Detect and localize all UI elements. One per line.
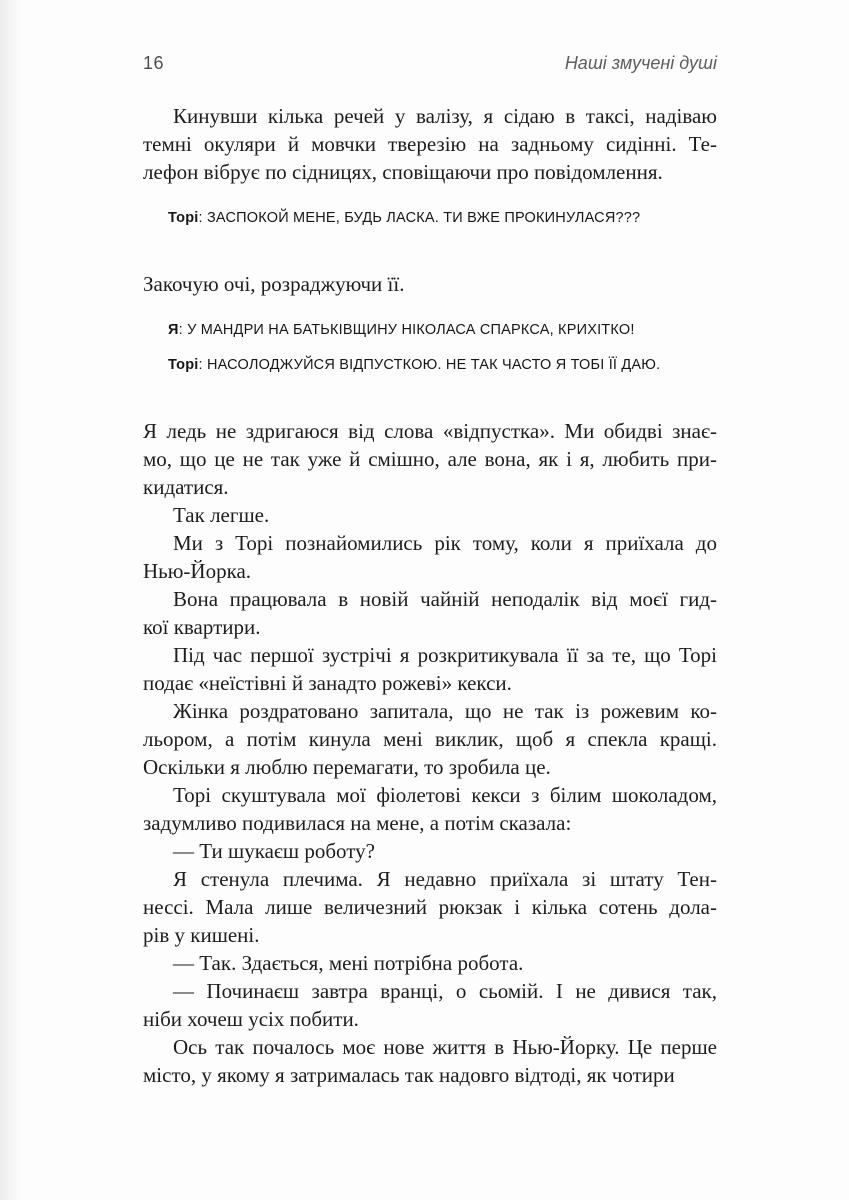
paragraph <box>143 501 717 529</box>
text-line: Оскільки я люблю перемагати, то зробила це. <box>143 755 551 779</box>
paragraph <box>143 949 717 977</box>
text-line: Я стенула плечима. Я недавно приїхала зі штату Тен- <box>173 867 717 891</box>
text-line: Закочую очі, розраджуючи її. <box>143 272 405 296</box>
text-column <box>143 52 717 1089</box>
chat-message <box>168 355 717 375</box>
text-line: — Починаєш завтра вранці, о сьомій. І не дивися так, <box>173 979 717 1003</box>
text-line: Жінка роздратовано запитала, що не так із рожевим ко- <box>173 699 717 723</box>
text-line: Вона працювала в новій чайній неподалік від моєї гид- <box>173 587 717 611</box>
chat-transcript <box>168 208 717 228</box>
paragraph <box>143 865 717 949</box>
chat-speaker: Торі <box>168 357 199 373</box>
text-line: Ось так почалось моє нове життя в Нью-Йорку. Це перше <box>173 1035 717 1059</box>
text-line: Кинувши кілька речей у валізу, я сідаю в таксі, надіваю <box>173 104 717 128</box>
paragraph <box>143 102 717 186</box>
scan-edge-shadow <box>0 0 22 1200</box>
chat-transcript <box>168 320 717 375</box>
text-line: Нью-Йорка. <box>143 559 252 583</box>
paragraph <box>143 417 717 501</box>
chat-text: : У МАНДРИ НА БАТЬКІВЩИНУ НІКОЛАСА СПАРКСА, КРИХІТКО! <box>178 322 635 338</box>
chat-text: : НАСОЛОДЖУЙСЯ ВІДПУСТКОЮ. НЕ ТАК ЧАСТО Я ТОБІ ЇЇ ДАЮ. <box>198 357 661 373</box>
text-line: задумливо подивилася на мене, а потім сказала: <box>143 811 572 835</box>
paragraph <box>143 837 717 865</box>
text-line: кидатися. <box>143 475 229 499</box>
paragraph <box>143 1033 717 1089</box>
paragraph <box>143 641 717 697</box>
text-line: Я ледь не здригаюся від слова «відпустка». Ми обидві знає- <box>143 419 717 443</box>
text-line: ніби хочеш усіх побити. <box>143 1007 359 1031</box>
text-line: подає «неїстівні й занадто рожеві» кекси. <box>143 671 512 695</box>
text-line: мо, що це не так уже й смішно, але вона, як і я, любить при- <box>143 447 717 471</box>
text-line: Так легше. <box>173 503 270 527</box>
chat-speaker: Торі <box>168 210 199 226</box>
paragraph <box>143 977 717 1033</box>
paragraph <box>143 585 717 641</box>
text-line: місто, у якому я затрималась так надовго відтоді, як чотири <box>143 1063 675 1087</box>
paragraph <box>143 781 717 837</box>
paragraph <box>143 270 717 298</box>
chat-speaker: Я <box>168 322 179 338</box>
text-line: — Ти шукаєш роботу? <box>173 839 375 863</box>
text-line: лефон вібрує по сідницях, сповіщаючи про повідомлення. <box>143 160 663 184</box>
chat-text: : ЗАСПОКОЙ МЕНЕ, БУДЬ ЛАСКА. ТИ ВЖЕ ПРОКИНУЛАСЯ??? <box>198 210 641 226</box>
text-line: кої квартири. <box>143 615 261 639</box>
text-line: рів у кишені. <box>143 923 260 947</box>
page-number: 16 <box>143 53 165 73</box>
paragraph <box>143 529 717 585</box>
text-line: Під час першої зустрічі я розкритикувала її за те, що Торі <box>173 643 717 667</box>
text-line: — Так. Здається, мені потрібна робота. <box>173 951 524 975</box>
page-header <box>143 52 717 74</box>
chat-message <box>168 208 717 228</box>
text-line: Ми з Торі познайомились рік тому, коли я приїхала до <box>173 531 717 555</box>
running-title: Наші змучені душі <box>564 53 717 73</box>
chat-message <box>168 320 717 340</box>
text-line: нессі. Мала лише величезний рюкзак і кілька сотень дола- <box>143 895 717 919</box>
text-line: Торі скуштувала мої фіолетові кекси з білим шоколадом, <box>173 783 717 807</box>
paragraph <box>143 697 717 781</box>
text-line: темні окуляри й мовчки тверезію на задньому сидінні. Те- <box>143 132 717 156</box>
text-line: льором, а потім кинула мені виклик, щоб я спекла кращі. <box>143 727 717 751</box>
